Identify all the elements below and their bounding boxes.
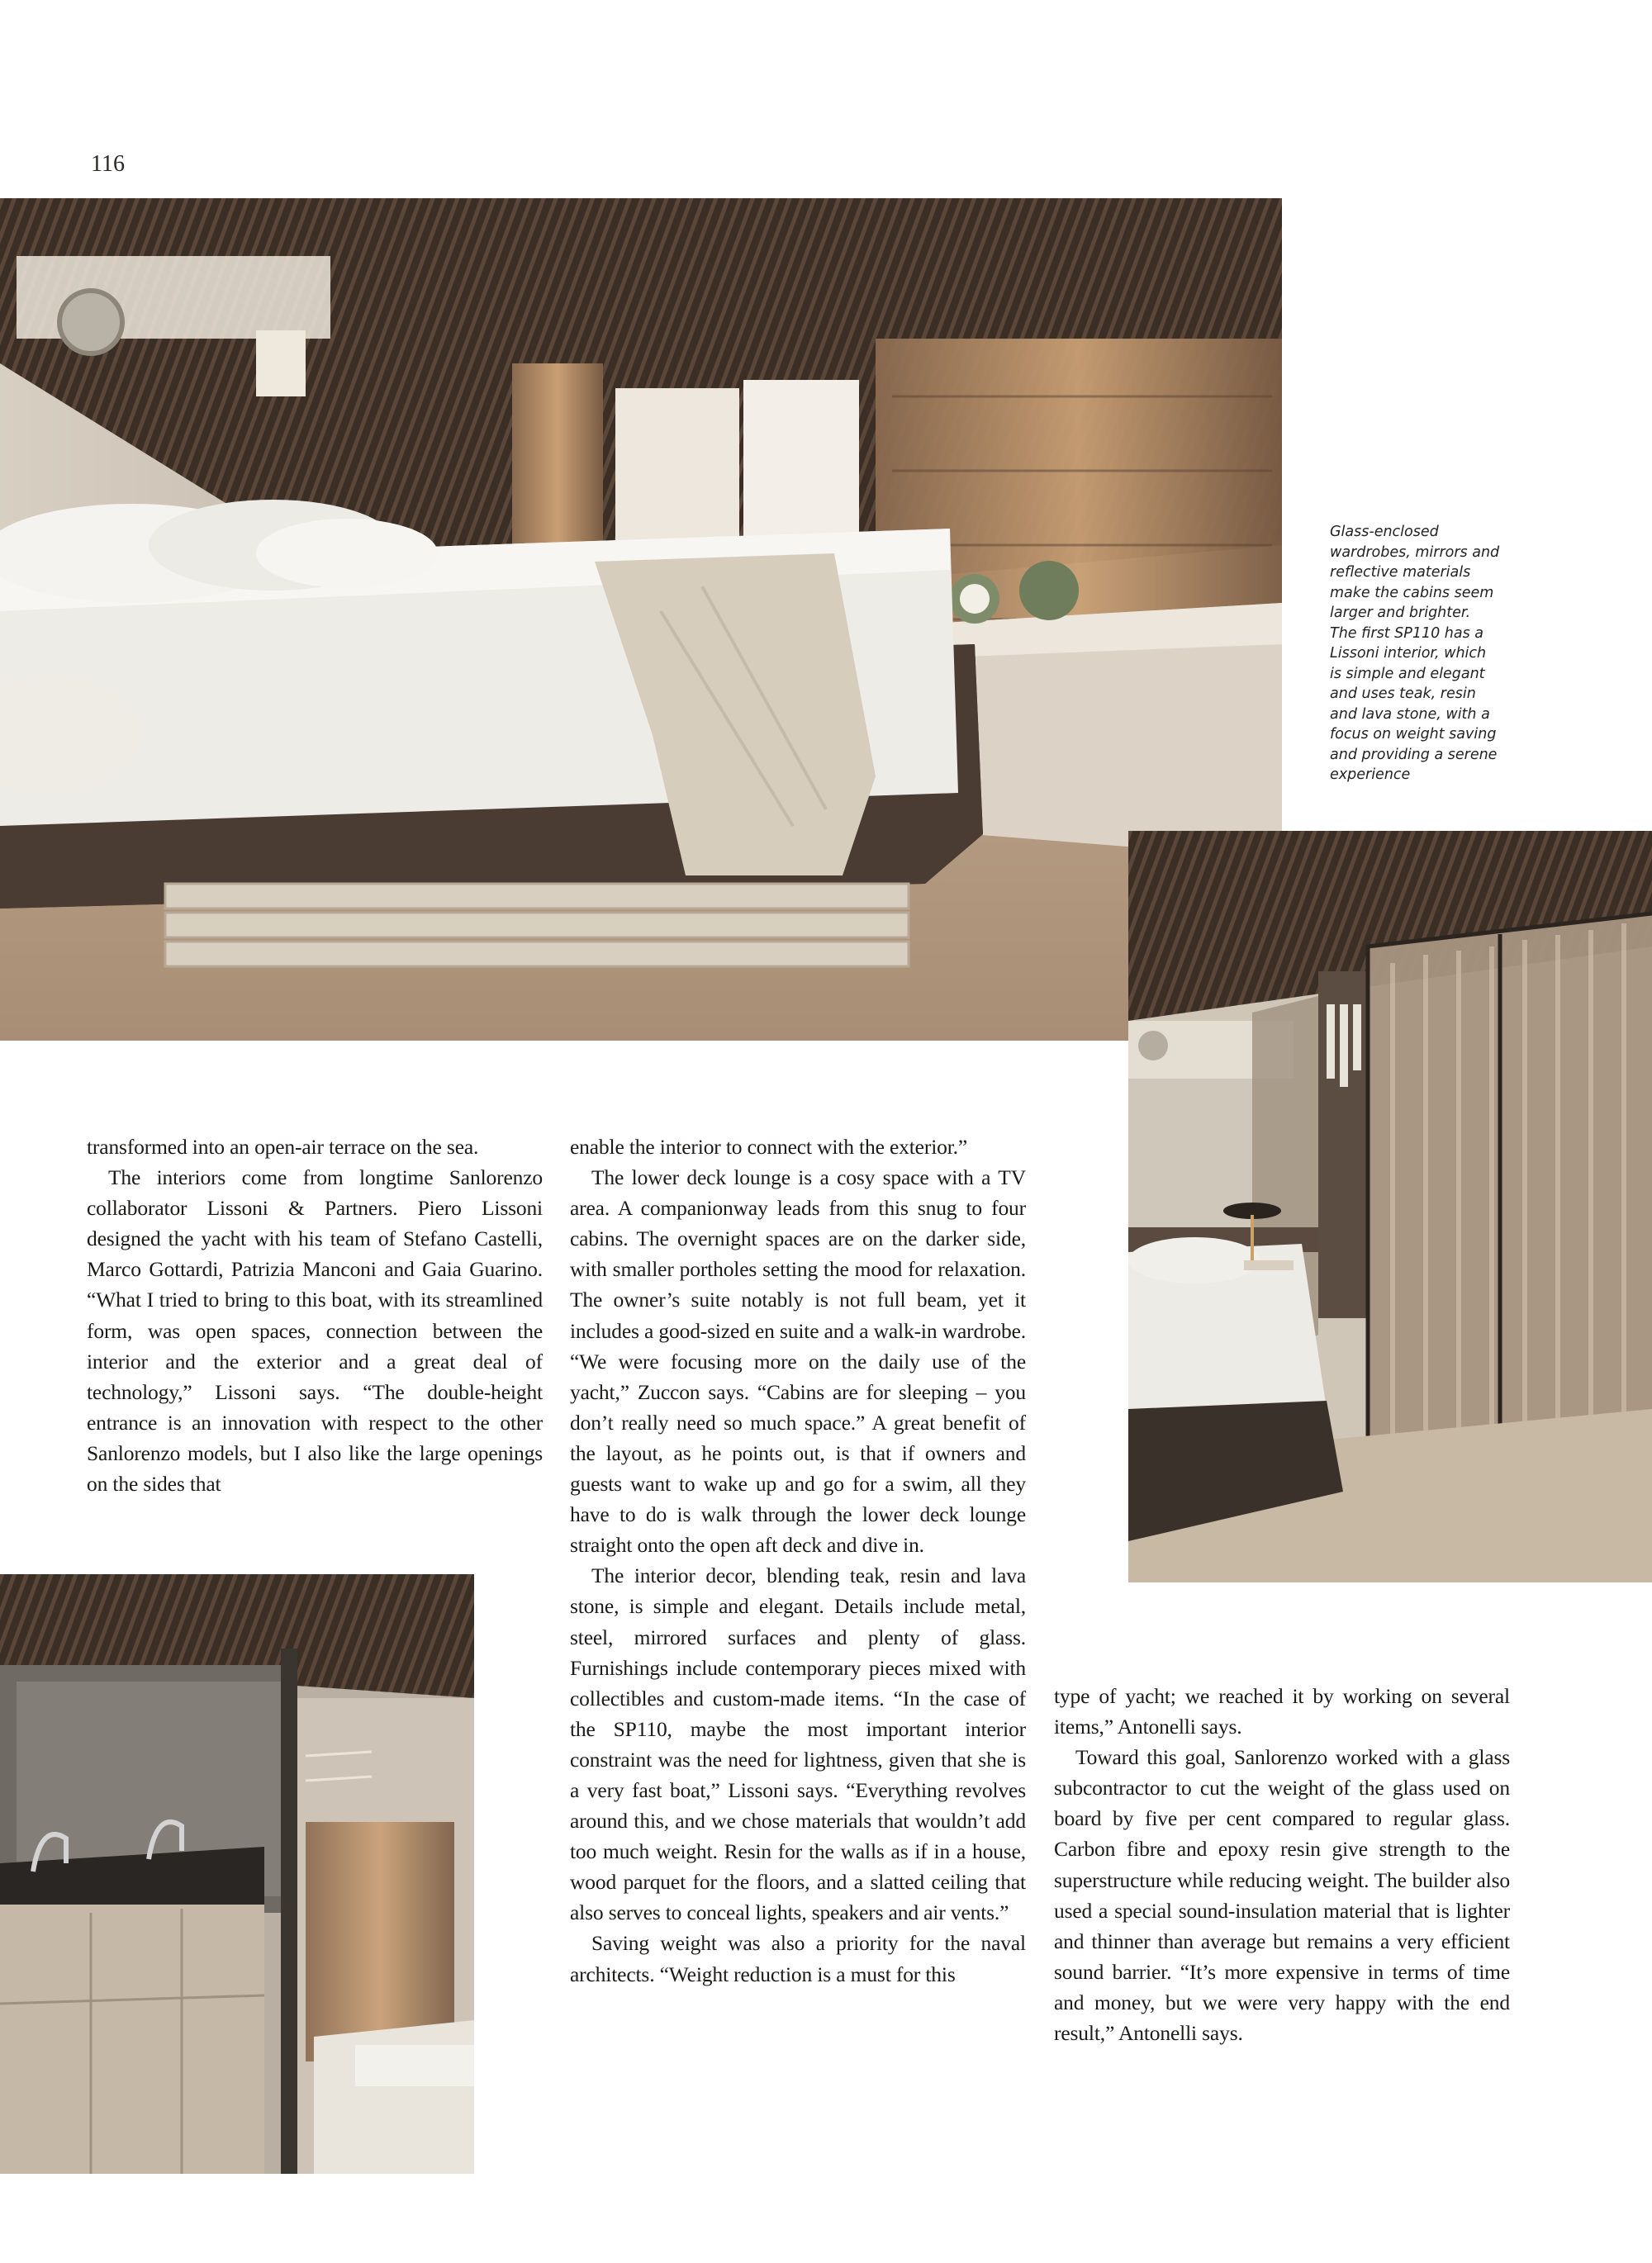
article-column-3 — [1054, 1681, 1510, 2048]
photo-caption — [1330, 522, 1503, 785]
caption-line: and uses teak, resin — [1330, 686, 1476, 702]
article-column-2 — [570, 1132, 1026, 1990]
paragraph: transformed into an open-air terrace on the sea. — [87, 1135, 479, 1159]
caption-line: Lissoni interior, which — [1330, 645, 1487, 662]
caption-line: is simple and elegant — [1330, 665, 1485, 682]
caption-line: Glass-enclosed — [1330, 524, 1439, 540]
caption-line: experience — [1330, 766, 1411, 783]
caption-line: and providing a serene — [1330, 746, 1498, 763]
paragraph: Toward this goal, Sanlorenzo worked with a glass subcontractor to cut the weight of the glass used on board by five per cent compared to regular glass. Carbon fibre and epoxy resin give strength to the superstructure while reducing weight. The builder also used a special sound-insulation material that is lighter and thinner than average but remains a very efficient sound barrier. “It’s more expensive in terms of time and money, but we were very happy with the end result,” Antonelli says. — [1054, 1745, 1510, 2046]
cabin-photo-wardrobe — [1128, 831, 1652, 1582]
article-column-1 — [87, 1132, 543, 1499]
paragraph: The interiors come from longtime Sanlorenzo collaborator Lissoni & Partners. Piero Lissoni designed the yacht with his team of Stefano Castelli, Marco Gottardi, Patrizia Manconi and Gaia Guarino. “What I tried to bring to this boat, with its streamlined form, was open spaces, connection between the interior and the exterior and a great deal of technology,” Lissoni says. “The double-height entrance is an innovation with respect to the other Sanlorenzo models, but I also like the large openings on the sides that — [87, 1165, 543, 1497]
paragraph: enable the interior to connect with the exterior.” — [570, 1135, 968, 1159]
page-number: 116 — [91, 151, 125, 177]
caption-line: reflective materials — [1330, 564, 1471, 581]
caption-line: and lava stone, with a — [1330, 705, 1490, 723]
cabin-photo-main — [0, 198, 1282, 1041]
paragraph: Saving weight was also a priority for the naval architects. “Weight reduction is a must for this — [570, 1931, 1026, 1986]
bathroom-photo — [0, 1574, 474, 2174]
caption-line: make the cabins seem — [1330, 584, 1494, 601]
caption-line: focus on weight saving — [1330, 726, 1497, 742]
paragraph: type of yacht; we reached it by working on several items,” Antonelli says. — [1054, 1684, 1510, 1739]
paragraph: The lower deck lounge is a cosy space with a TV area. A companionway leads from this snug to four cabins. The overnight spaces are on the darker side, with smaller portholes setting the mood for relaxation. The owner’s suite notably is not full beam, yet it includes a good-sized en suite and a walk-in wardrobe. “We were focusing more on the daily use of the yacht,” Zuccon says. “Cabins are for sleeping – you don’t really need so much space.” A great benefit of the layout, as he points out, is that if owners and guests want to wake up and go for a swim, all they have to do is walk through the lower deck lounge straight onto the open aft deck and dive in. — [570, 1165, 1027, 1558]
paragraph: The interior decor, blending teak, resin and lava stone, is simple and elegant. Details include metal, steel, mirrored surfaces and plenty of glass. Furnishings include contemporary pieces mixed with collectibles and custom-made items. “In the case of the SP110, maybe the most important interior constraint was the need for lightness, given that she is a very fast boat,” Lissoni says. “Everything revolves around this, and we chose materials that wouldn’t add too much weight. Resin for the walls as if in a house, wood parquet for the floors, and a slatted ceiling that also serves to conceal lights, speakers and air vents.” — [570, 1563, 1026, 1925]
caption-line: The first SP110 has a — [1330, 624, 1483, 642]
caption-line: larger and brighter. — [1330, 605, 1471, 621]
caption-line: wardrobes, mirrors and — [1330, 543, 1500, 561]
